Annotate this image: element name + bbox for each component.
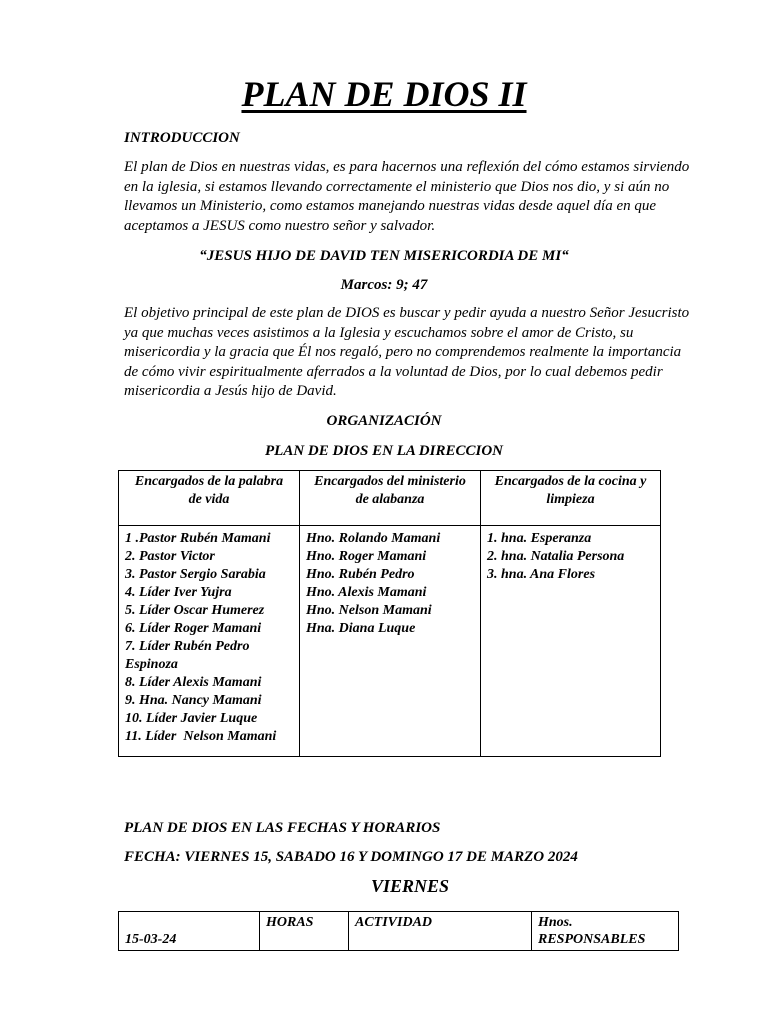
list-item: 1. hna. Esperanza [487, 531, 592, 546]
list-item: 1 .Pastor Rubén Mamani [125, 531, 271, 546]
list-item: Hno. Nelson Mamani [306, 603, 432, 618]
objective-line: El objetivo principal de este plan de DIOS es buscar y pedir ayuda a nuestro Señor Jesucristo [124, 305, 690, 321]
organization-table-body-row [119, 526, 661, 757]
list-item: Hna. Diana Luque [306, 621, 416, 636]
list-item: 5. Líder Oscar Humerez [125, 603, 265, 618]
objective-line: de cómo vivir espiritualmente aferrados a la voluntad de Dios, por lo cual debemos pedir [124, 363, 663, 380]
list-item: 4. Líder Iver Yujra [125, 585, 232, 600]
list-item: 3. Pastor Sergio Sarabia [125, 567, 266, 582]
intro-heading: INTRODUCCION [124, 130, 240, 146]
document-title [0, 72, 768, 116]
organization-heading: ORGANIZACIÓN [326, 413, 442, 429]
list-item: Hno. Roger Mamani [306, 549, 427, 564]
intro-line: El plan de Dios en nuestras vidas, es para hacernos una reflexión del cómo estamos sirviendo [124, 159, 690, 175]
header-line: Encargados del ministerio [314, 474, 466, 489]
intro-line: aceptamos a JESUS como nuestro señor y salvador. [124, 217, 436, 234]
list-alabanza [300, 526, 481, 757]
list-item: 10. Líder Javier Luque [125, 711, 258, 726]
objective-line: ya que muchas veces asistimos a la Iglesia y escuchamos sobre el amor de Cristo, su [124, 324, 634, 341]
intro-line: llevamos un Ministerio, como estamos manejando nuestras vidas desde aquel día en que [124, 198, 657, 214]
intro-line: en la iglesia, si estamos llevando correctamente el ministerio que Dios nos dio, y si aún no [124, 178, 670, 195]
objective-paragraph [124, 304, 696, 402]
list-item: 11. Líder Nelson Mamani [125, 729, 277, 744]
list-item: Hno. Rubén Pedro [306, 567, 415, 582]
schedule-date-cell: 15-03-24 [119, 912, 260, 951]
schedule-date-line: FECHA: VIERNES 15, SABADO 16 Y DOMINGO 17 DE MARZO 2024 [124, 849, 578, 865]
header-line: Encargados de la cocina y [494, 474, 647, 489]
header-line: Encargados de la palabra [134, 474, 284, 489]
title-text: PLAN DE DIOS II [241, 74, 527, 114]
list-item: Hno. Alexis Mamani [306, 585, 427, 600]
list-item: 8. Líder Alexis Mamani [125, 675, 262, 690]
header-line: Hnos. [538, 915, 573, 930]
intro-paragraph [124, 158, 696, 236]
column-header-alabanza [300, 471, 481, 526]
schedule-table-header-row [119, 912, 679, 951]
organization-table-header-row [119, 471, 661, 526]
quote-heading: “JESUS HIJO DE DAVID TEN MISERICORDIA DE MI“ [199, 248, 569, 264]
header-line: de vida [188, 492, 230, 507]
schedule-responsible-header [532, 912, 679, 951]
objective-line: misericordia y la gracia que Él nos regaló, pero no comprendemos realmente la importancia [124, 344, 682, 360]
list-item: 9. Hna. Nancy Mamani [125, 693, 262, 708]
header-line: limpieza [546, 492, 595, 507]
list-item: 3. hna. Ana Flores [487, 567, 596, 582]
list-item: 6. Líder Roger Mamani [125, 621, 262, 636]
bible-reference: Marcos: 9; 47 [340, 277, 428, 293]
list-item: Hno. Rolando Mamani [306, 531, 441, 546]
list-palabra [119, 526, 300, 757]
schedule-activity-header: ACTIVIDAD [349, 912, 532, 951]
schedule-hours-header: HORAS [260, 912, 349, 951]
list-item: 2. hna. Natalia Persona [487, 549, 625, 564]
column-header-palabra [119, 471, 300, 526]
list-item: 2. Pastor Victor [125, 549, 215, 564]
objective-line: misericordia a Jesús hijo de David. [124, 383, 337, 399]
list-cocina [481, 526, 661, 757]
column-header-cocina [481, 471, 661, 526]
list-item: Espinoza [125, 657, 178, 672]
schedule-table [118, 911, 679, 951]
day-heading: VIERNES [370, 876, 450, 896]
header-line: de alabanza [355, 492, 425, 507]
schedule-heading: PLAN DE DIOS EN LAS FECHAS Y HORARIOS [124, 820, 441, 836]
header-line: RESPONSABLES [538, 932, 646, 947]
list-item: 7. Líder Rubén Pedro [125, 639, 250, 654]
organization-table [118, 470, 661, 757]
organization-subheading: PLAN DE DIOS EN LA DIRECCION [265, 443, 503, 459]
